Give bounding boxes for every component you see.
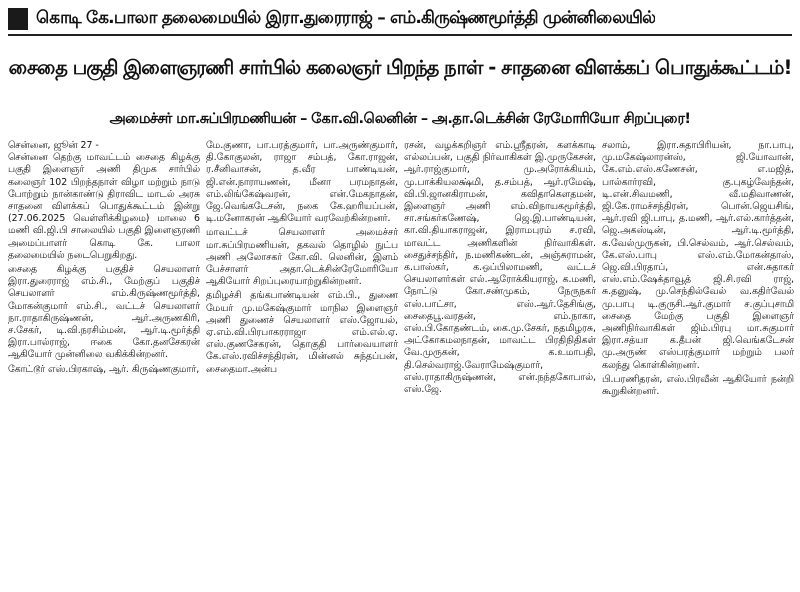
article-body [8,140,794,590]
column-1 [8,140,200,590]
paragraph: சைதை கிழக்கு பகுதிச் செயலாளர் இரா.துரைராஜ் எம்.சி., மேற்குப் பகுதிச் செயலாளர் எம்.கிருஷ்ணமூர்த்தி, மோகன்குமார் எம்.சி., வட்டச் செயலாளர் நா.ராதாகிருஷ்ணன், ஆர்.அருணகிரி, ச.சேகர், டி.வி.நரசிம்மன், ஆர்.டி.மூர்த்தி இரா.பால்ராஜ், ஈகை கோ.தனசேகரன் ஆகியோர் முன்னிலை வகிக்கின்றனர். [8,264,200,361]
paragraph: கோட்டூர் எஸ்.பிரகாஷ், ஆர். கிருஷ்ணகுமார், [8,363,200,375]
column-3 [404,140,596,590]
kicker-text: கொடி கே.பாலா தலைமையில் இரா.துரைராஜ் – எம்.கிருஷ்ணமூர்த்தி முன்னிலையில் [36,8,656,28]
paragraph: தமிழச்சி தங்கபாண்டியன் எம்.பி., துணை மேயர் மு.மகேஷ்குமார் மாநில இளைஞர் அணி துணைச் செயலாளர் எஸ்.ஜோயல், ஏ.எம்.வி.பிரபாகரராஜா எம்.எல்.ஏ. எஸ்.குணசேகரன், தொகுதி பார்வையாளர் கே.எஸ்.ரவிச்சந்திரன், மின்னல் சுந்தப்பன், சைதைமா.அன்ப [206,290,398,375]
subheadline: அமைச்சர் மா.சுப்பிரமணியன் – கோ.வி.லெனின் – அ.தா.டெக்சின் ரேமோரியோ சிறப்புரை! [109,111,691,127]
column-2 [206,140,398,590]
paragraph: சென்னை, ஜூன் 27 - சென்னை தெற்கு மாவட்டம் சைதை கிழக்கு பகுதி இளைஞர் அணி திமுக சார்பில் கலைஞர் 102 பிறந்தநாள் விழா மற்றும் நாடு போற்றும் நான்காண்டு திராவிட மாடல் அரசு சாதனை விளக்கப் பொதுக்கூட்டம் இன்று (27.06.2025 வெள்ளிக்கிழமை) மாலை 6 மணி வி.ஜி.பி சாலையில் பகுதி இளைஞரணி அமைப்பாளர் கொடி கே. பாலா தலைமையில் நடைபெறுகிறது. [8,140,200,261]
kicker-line [8,4,792,36]
headline: சைதை பகுதி இளைஞரணி சார்பில் கலைஞர் பிறந்த நாள் - சாதனை விளக்கப் பொதுக்கூட்டம்! [8,56,792,79]
paragraph: சலாம், இரா.சுதாபிரியன், நா.பாபு, மு.மகேஷ்லாரன்ஸ், ஜி.யோவான், கே.எம்.எஸ்.கணேசன், எ.மஜித், பால்கார்ரவி, கு.புகழ்வேந்தன், டி.என்.சிவமணி, வீ.மதிவாணன், ஜி.கே.ராமச்சந்திரன், பொன்.ஜெயசிங், ஆர்.ரவி ஜி.பாபு, த.மணி, ஆர்.எல்.கார்த்தன், ஜெ.அகஸ்டின், ஆர்.டி.மூர்த்தி, க.வேல்முருகன், பி.செல்வம், ஆர்.செல்வம், கே.எஸ்.பாபு எஸ்.எம்.மோகன்தாஸ், ஜெ.வி.பிரதாப், என்.சுதாகர் எஸ்.எம்.ஷேக்தாவூத் ஜி.சி.ரவி ராஜ், சு.தனுஷ், மு.செந்தில்வேல் வ.கதிர்வேல் மு.பாபு டி.குருசி.ஆர்.குமார் ச.குப்புசாமி சைதை மேற்கு பகுதி இளைஞர் அணிநிர்வாகிகள் ஜிம்.பிரபு மா.சுகுமார் இரா.சத்யா க.தீபன் ஜி.வெங்கடேசன் மு.அருண் எஸ்பரத்குமார் மற்றும் பலர் கலந்து கொள்கின்றனர். [602,140,794,371]
column-4 [602,140,794,590]
kicker-bar-icon [8,8,28,30]
paragraph: மாவட்டச் செயலாளர் அமைச்சர் மா.சுப்பிரமணியன், தகவல் தொழில் நுட்ப அணி அலோசகர் கோ.வி. லெனின், இளம் பேச்சாளர் அதா.டெக்சின்ரேமோரியோ ஆகியோர் சிறப்புரையாற்றுகின்றனர். [206,227,398,288]
paragraph: ரசன், வழக்கறிஞர் எம்.ஸ்ரீதரன், களக்காடி எல்லப்பன், பகுதி நிர்வாகிகள் இ.முருகேசன், ஆர்.ராஜ்குமார், மு.அரோக்கியம், மு.பாக்கியலக்ஷ்மி, த.சம்பத், ஆர்.ரமேஷ், வி.பி.ஜானகிராமன், கவிதாகௌதமன், இளைஞர் அணி எம்.விநாயகமூர்த்தி, சா.சங்கர்கணேஷ், ஜெ.இ.பாண்டியன், கா.வி.தியாகராஜன், இராமபுரம் ச.ரவி, மாவட்ட அணிகளின் நிர்வாகிகள். சைதுச்சந்திர், ந.மணிகண்டன், அஞ்சுராமன், க.பாஸ்கர், க.ஒப்பிலாமணி, வட்டச் செயலாளர்கள் எல்.ஆரோக்கியராஜ், க.மணி, நோட்டு கோ.சண்முகம், நேருநகர் எஸ்.பாட்சா, எஸ்.ஆர்.தேசிங்கு, சைதைபூ.வரதன், எம்.நாகா, எஸ்.பி.கோதண்டம், கை.மு.சேகர், நதமிழரசு, அட்கோகமலநாதன், மாவட்ட பிரதிநிதிகள் வே.முருகன், க.உமாபதி, தி.செல்வராஜ்.வேராமேஷ்குமார், எஸ்.ராதாகிருஷ்ணன், என்.நந்தகோபால், எஸ்.ஜே. [404,140,596,396]
paragraph: மே.குணா, பா.பரத்குமார், பா.அருண்குமார், தி.கோகுலன், ராஜா சம்பத், கோ.ராஜன், ர.சீனிவாசன், த.வீர பாண்டியன், ஜி.என்.நாராயணன், மீனா பரமநாதன், எம்.லிங்கேஷ்வரன், என்.மேகநாதன், ஜே.வெங்கடேசன், நகை கே.ஹரியப்பன், டி.மனோகரன் ஆகியோர் வரவேற்கின்றனர். [206,140,398,225]
paragraph: பி.பரணிதரன், எஸ்.பிரவீன் ஆகியோர் நன்றி கூறுகின்றனர். [602,373,794,398]
